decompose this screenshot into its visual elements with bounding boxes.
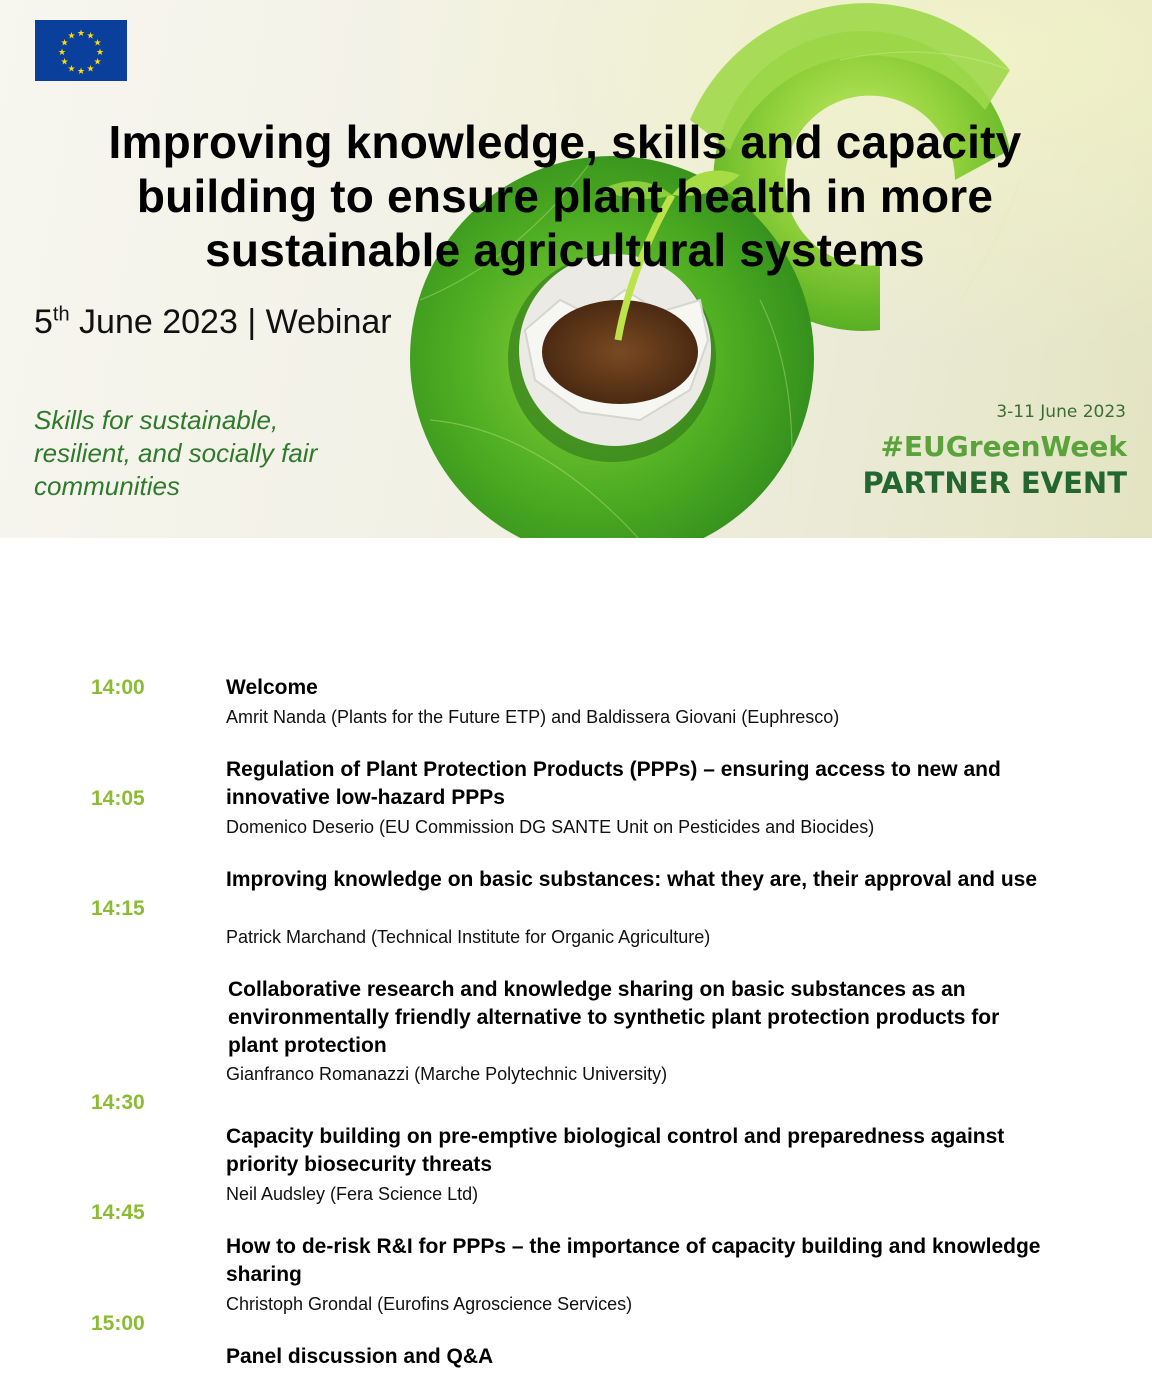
agenda-time: 14:45 [91, 1201, 145, 1224]
event-title: Improving knowledge, skills and capacity building to ensure plant health in more sustainable agricultural systems [108, 116, 1022, 276]
event-date-rest: June 2023 | Webinar [69, 303, 392, 341]
event-date-day: 5 [34, 303, 53, 341]
event-banner [0, 0, 1152, 538]
svg-text:★: ★ [93, 38, 102, 49]
event-date [34, 303, 392, 342]
svg-text:★: ★ [67, 64, 76, 75]
campaign-tagline: Skills for sustainable, resilient, and socially fair communities [34, 405, 318, 501]
session-title-ppp-regulation: Regulation of Plant Protection Products (PPPs) – ensuring access to new and innovative low-hazard PPPs [226, 758, 1001, 809]
session-title-collaborative-research: Collaborative research and knowledge sharing on basic substances as an environmentally friendly alternative to synthetic plant protection products for plant protection [228, 978, 1000, 1057]
partner-event-label: PARTNER EVENT [862, 466, 1127, 500]
svg-text:★: ★ [86, 31, 95, 42]
agenda-time: 14:30 [91, 1091, 145, 1114]
session-title-de-risk: How to de-risk R&I for PPPs – the importance of capacity building and knowledge sharing [226, 1235, 1041, 1286]
svg-text:★: ★ [76, 29, 86, 39]
svg-text:★: ★ [67, 31, 76, 42]
svg-text:★: ★ [57, 48, 67, 58]
svg-text:★: ★ [93, 57, 102, 68]
svg-text:★: ★ [60, 57, 69, 68]
svg-text:★: ★ [60, 38, 69, 49]
green-week-dates: 3-11 June 2023 [996, 402, 1126, 422]
agenda-time: 14:15 [91, 897, 145, 920]
agenda-time: 15:00 [91, 1312, 145, 1335]
eu-flag-icon [35, 20, 127, 81]
svg-text:★: ★ [95, 48, 105, 58]
session-speaker: Neil Audsley (Fera Science Ltd) [226, 1184, 479, 1204]
session-speaker: Amrit Nanda (Plants for the Future ETP) and Baldissera Giovani (Euphresco) [226, 707, 840, 727]
event-date-suffix: th [52, 303, 70, 326]
green-week-hashtag: #EUGreenWeek [880, 430, 1127, 463]
session-title-panel: Panel discussion and Q&A [226, 1345, 494, 1368]
agenda-time: 14:05 [91, 787, 145, 810]
session-speaker: Domenico Deserio (EU Commission DG SANTE Unit on Pesticides and Biocides) [226, 817, 875, 837]
session-speaker: Patrick Marchand (Technical Institute for Organic Agriculture) [226, 927, 711, 947]
session-title-basic-substances: Improving knowledge on basic substances: what they are, their approval and use [226, 868, 1038, 891]
svg-text:★: ★ [86, 64, 95, 75]
svg-text:★: ★ [76, 67, 86, 77]
session-title-welcome: Welcome [226, 676, 318, 699]
session-title-capacity-building: Capacity building on pre-emptive biological control and preparedness against priority biosecurity threats [226, 1125, 1005, 1176]
session-speaker: Gianfranco Romanazzi (Marche Polytechnic University) [226, 1064, 668, 1084]
agenda-time: 14:00 [91, 676, 145, 699]
session-speaker: Christoph Grondal (Eurofins Agroscience Services) [226, 1294, 633, 1314]
